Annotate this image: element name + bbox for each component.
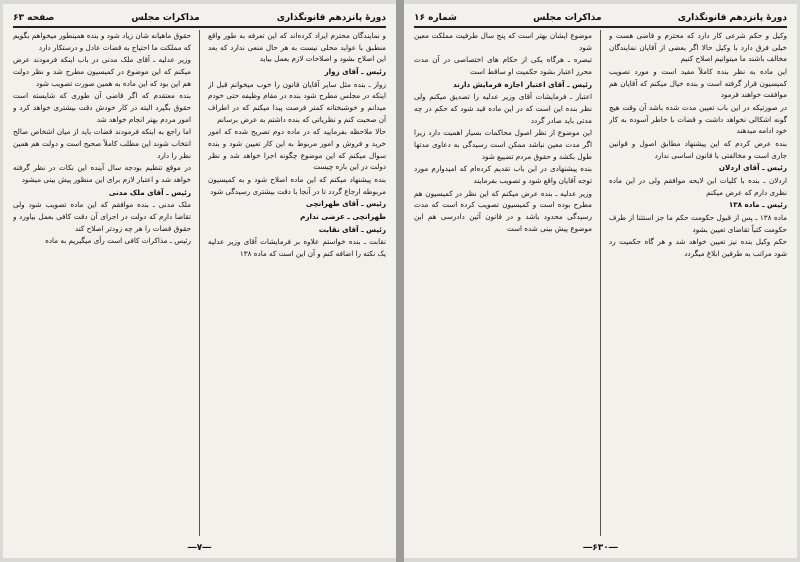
right-session-label: دورهٔ پانزدهم قانونگذاری: [677, 13, 787, 23]
speaker-line: رئیس ـ آقای اعتبار اجازه فرمایش دارند: [453, 79, 592, 89]
column-divider: [600, 30, 601, 536]
paragraph: این ماده به نظر بنده کاملاً مفید است و مورد تصویب کمیسیون قرار گرفته است و بنده خیال میکنم که آقایان هم موافقت خواهند فرمود: [609, 66, 787, 100]
left-page-title: مذاکرات مجلس: [131, 13, 200, 23]
speaker-line: رئیس ـ آقای ملک مدنی: [108, 187, 191, 197]
paragraph: و نمایندگان محترم ایراد کرده‌اند که این تعرفه به طور واقع منطبق با عواید محلی نیست به هر حال منعی ندارد که بعد این اصلاح بشود و اصلاحات لازم بعمل بیاید: [208, 31, 386, 64]
right-page: [404, 4, 797, 558]
paragraph: رئیس ـ مذاکرات کافی است رأی میگیریم به ماده: [45, 236, 191, 246]
paragraph: موضوع ایشان بهتر است که پنج سال طرفیت مملکت معین شود: [414, 31, 592, 52]
left-page-column-right: [208, 30, 386, 536]
right-page-label: شماره ۱۶: [414, 13, 457, 23]
paragraph: بنده معتقدم که اگر قاضی آن طوری که شایسته است حقوق بگیرد البته در کار خودش دقت بیشتری خواهد کرد و امور مردم بهتر انجام خواهد شد: [13, 91, 191, 124]
left-page-label: صفحه ۶۳: [13, 13, 55, 23]
paragraph: در موقع تنظیم بودجه سال آینده این نکات در نظر گرفته خواهد شد و اعتبار لازم برای این منظور پیش بینی میشود: [13, 163, 191, 184]
paragraph: ملک مدنی ـ بنده موافقم که این ماده تصویب شود ولی تقاضا دارم که دولت در اجرای آن دقت کافی بعمل بیاورد و حقوق قضات را هر چه زودتر اصلاح کند: [13, 200, 191, 233]
paragraph: ماده ۱۳۸ ـ پس از قبول حکومت حکم ما جز استثنا از طرف حکومت کتباً تقاضای تعیین بشود: [609, 212, 787, 234]
left-page-number: ―۷―: [187, 543, 212, 553]
paragraph: حقوق ماهیانه شان زیاد شود و بنده همینطور میخواهم بگویم که مملکت ما احتیاج به قضات عادل و درستکار دارد: [13, 31, 191, 52]
right-page-number: ―۶۳۰―: [583, 543, 618, 553]
right-page-title: مذاکرات مجلس: [533, 13, 602, 23]
paragraph: تبصره ـ هرگاه یکی از حکام های اختصاصی در آن مدت محرز اعتبار بشود حکمیت او ساقط است: [414, 55, 592, 76]
left-session-label: دورهٔ پانزدهم قانونگذاری: [276, 13, 386, 23]
paragraph: زوار ـ بنده مثل سایر آقایان قانون را خوب میخوانم قبل از اینکه در مجلس مطرح شود بنده در مقام وظیفه حتی خودم میدانم و خوشبختانه کمتر فرصت پیدا میکنم که در اطراف آن صحبت کنم و نظریاتی که بنده داشتم به عرض برسانم: [208, 79, 386, 124]
left-page-header: [13, 10, 386, 28]
paragraph: اعتبار ـ فرمایشات آقای وزیر عدلیه را تصدیق میکنم ولی نظر بنده این است که در این ماده قید شود که حکم در چه مدتی باید صادر گردد: [414, 92, 592, 125]
paragraph: بنده عرض کردم که این پیشنهاد مطابق اصول و قوانین جاری است و مخالفتی با قانون اساسی ندارد: [609, 138, 787, 160]
speaker-line: رئیس ـ آقای طهرانچی: [306, 199, 386, 209]
speaker-line: طهرانچی ـ عرضی ندارم: [300, 211, 386, 221]
paragraph: این موضوع از نظر اصول محاکمات بسیار اهمیت دارد زیرا اگر مدت معین نباشد ممکن است رسیدگی به دعاوی مدتها طول بکشد و حقوق مردم تضییع شود: [414, 128, 592, 161]
column-divider: [199, 30, 200, 536]
paragraph: حکم وکیل بنده نیز تعیین خواهد شد و هر گاه حکمیت رد شود مراتب به طرفین ابلاغ میگردد: [609, 237, 787, 258]
speaker-line: رئیس ـ آقای زوار: [324, 66, 386, 76]
paragraph: بنده پیشنهادی در این باب تقدیم کرده‌ام که امیدوارم مورد توجه آقایان واقع شود و تصویب بفرمایند: [414, 164, 592, 185]
paragraph: اردلان ـ بنده با کلیات این لایحه موافقم ولی در این ماده نظری دارم که عرض میکنم: [609, 175, 787, 197]
book-gutter: [396, 0, 404, 562]
paragraph: نقابت ـ بنده خواستم علاوه بر فرمایشات آقای وزیر عدلیه یک نکته را اضافه کنم و آن این است که ماده ۱۳۸: [208, 237, 386, 258]
left-page-columns: [13, 30, 386, 536]
paragraph: در صورتیکه در این باب تعیین مدت شده باشد آن وقت هیچ گونه اشکالی نخواهد داشت و قضات با خاطر آسوده به کار خود ادامه میدهند: [609, 102, 787, 136]
paragraph: وکیل و حکم شرعی کار دارد که محترم و قاضی هست و خیلی فرق دارد با وکیل حالا اگر بعضی از آقایان نمایندگان مخالف باشند ما میتوانیم اصلاح کنیم: [609, 31, 787, 64]
right-page-column-left: [414, 30, 592, 536]
right-page-column-right: [609, 30, 787, 536]
right-page-header: [414, 10, 787, 28]
paragraph: وزیر عدلیه ـ آقای ملک مدنی در باب اینکه فرمودند عرض میکنم که این موضوع در کمیسیون مطرح شد و نظر دولت هم این بود که این ماده به همین صورت تصویب شود: [13, 55, 191, 88]
paragraph: وزیر عدلیه ـ بنده عرض میکنم که این نظر در کمیسیون هم مطرح بوده است و کمیسیون تصویب کرده است که مدت رسیدگی محدود باشد و در قانون آئین دادرسی هم این موضوع پیش بینی شده است: [414, 188, 592, 233]
left-page: [3, 4, 396, 558]
speaker-line: رئیس ـ آقای نقابت: [318, 224, 386, 234]
speaker-line: رئیس ـ ماده ۱۳۸: [728, 200, 787, 210]
right-page-columns: [414, 30, 787, 536]
paragraph: حالا ملاحظه بفرمایید که در ماده دوم تصریح شده که امور خرید و فروش و امور مربوط به این کار تعیین شود و بنده سوال میکنم که این موضوع چگونه اجرا خواهد شد و نظر دولت در این باره چیست: [208, 127, 386, 172]
speaker-line: رئیس ـ آقای اردلان: [718, 163, 787, 173]
paragraph: اما راجع به اینکه فرمودند قضات باید از میان اشخاص صالح انتخاب شوند این مطلب کاملاً صحیح است و دولت هم همین نظر را دارد: [13, 127, 191, 160]
paragraph: بنده پیشنهاد میکنم که این ماده اصلاح شود و به کمیسیون مربوطه ارجاع گردد تا در آنجا با دقت بیشتری رسیدگی شود: [208, 174, 386, 196]
left-page-column-left: [13, 30, 191, 536]
